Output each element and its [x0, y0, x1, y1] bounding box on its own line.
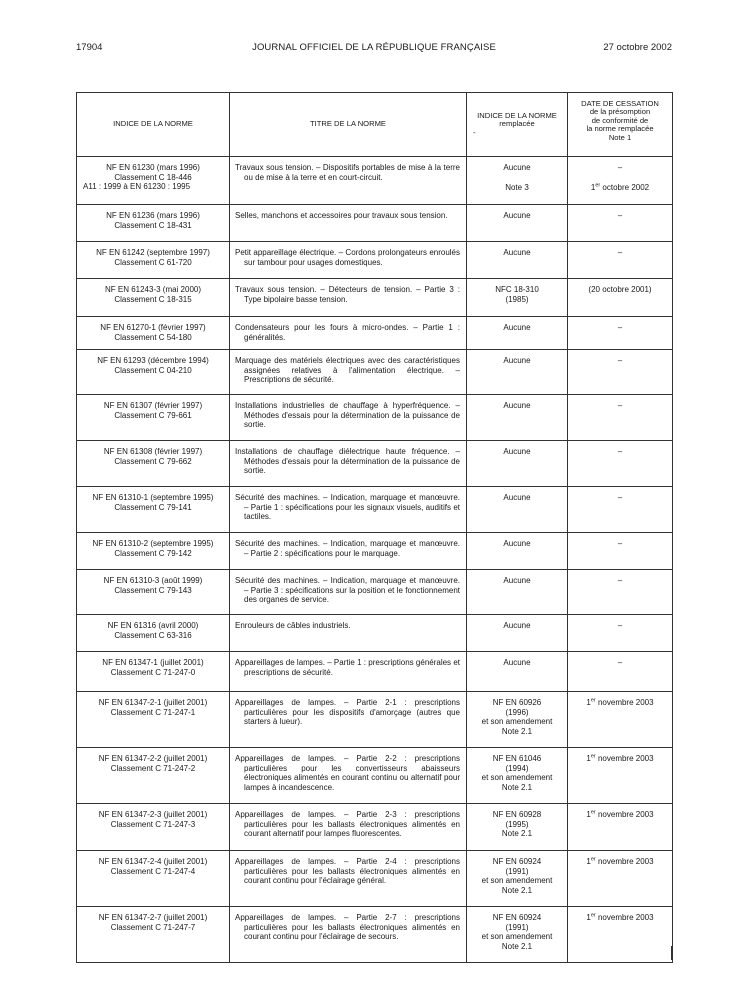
table-row: [77, 157, 673, 205]
cell-remplacee: Aucune: [467, 317, 568, 350]
cell-titre: Sécurité des machines. – Indication, marquage et manœuvre. – Partie 2 : spécifications pour le marquage.: [230, 533, 467, 570]
table-row: [77, 615, 673, 652]
table-row: [77, 350, 673, 395]
table-row: [77, 395, 673, 441]
journal-title: JOURNAL OFFICIEL DE LA RÉPUBLIQUE FRANÇAISE: [252, 42, 496, 53]
page-header: [76, 42, 672, 56]
cell-indice: NF EN 61347-2-7 (juillet 2001) Classement C 71-247-7: [77, 907, 230, 963]
cell-titre: Petit appareillage électrique. – Cordons prolongateurs enroulés sur tambour pour usages domestiques.: [230, 242, 467, 279]
cell-indice: NF EN 61310-3 (août 1999) Classement C 79-143: [77, 570, 230, 615]
cell-titre: Travaux sous tension. – Détecteurs de tension. – Partie 3 : Type bipolaire basse tension.: [230, 279, 467, 317]
table-continuation-lines: [76, 946, 672, 960]
cell-date: 1er novembre 2003: [568, 907, 673, 963]
table-row: [77, 279, 673, 317]
cell-remplacee: NF EN 60928 (1995) Note 2.1: [467, 804, 568, 851]
cell-date: –: [568, 317, 673, 350]
cell-remplacee: Aucune: [467, 441, 568, 487]
cell-indice: NF EN 61316 (avril 2000) Classement C 63-316: [77, 615, 230, 652]
cell-indice: NF EN 61243-3 (mai 2000) Classement C 18-315: [77, 279, 230, 317]
cell-remplacee: Aucune: [467, 395, 568, 441]
cell-remplacee: NF EN 60924 (1991) et son amendement Note 2.1: [467, 851, 568, 907]
cell-indice: NF EN 61347-1 (juillet 2001) Classement C 71-247-0: [77, 652, 230, 692]
cell-titre: Appareillages de lampes. – Partie 2-4 : prescriptions particulières pour les ballasts électroniques alimentés en courant continu pour l'éclairage général.: [230, 851, 467, 907]
cell-indice: NF EN 61242 (septembre 1997) Classement C 61-720: [77, 242, 230, 279]
cell-remplacee: NFC 18-310 (1985): [467, 279, 568, 317]
cell-remplacee: Aucune: [467, 615, 568, 652]
cell-remplacee: Aucune Note 3: [467, 157, 568, 205]
cell-date: –: [568, 652, 673, 692]
cell-titre: Appareillages de lampes. – Partie 2-7 : prescriptions particulières pour les ballasts électroniques alimentés en courant continu pour l'éclairage de secours.: [230, 907, 467, 963]
cell-titre: Appareillages de lampes. – Partie 2-1 : prescriptions particulières pour les dispositifs d'amorçage (autres que starters à lueur).: [230, 692, 467, 748]
column-header-indice: INDICE DE LA NORME: [77, 93, 230, 157]
cell-indice: NF EN 61310-2 (septembre 1995) Classement C 79-142: [77, 533, 230, 570]
table-row: [77, 242, 673, 279]
cell-titre: Sécurité des machines. – Indication, marquage et manœuvre. – Partie 1 : spécifications pour les signaux visuels, auditifs et tactiles.: [230, 487, 467, 533]
table-row: [77, 748, 673, 804]
cell-titre: Appareillages de lampes. – Partie 2-2 : prescriptions particulières pour les convertisseurs abaisseurs électroniques alimentés en courant continu ou alternatif pour lampes à incandescence.: [230, 748, 467, 804]
table-row: [77, 441, 673, 487]
column-header-remplacee: INDICE DE LA NORME remplacée -: [467, 93, 568, 157]
cell-titre: Travaux sous tension. – Dispositifs portables de mise à la terre ou de mise à la terre et en court-circuit.: [230, 157, 467, 205]
column-header-date-cessation: DATE DE CESSATION de la présomption de conformité de la norme remplacée Note 1: [568, 93, 673, 157]
cell-date: –: [568, 615, 673, 652]
table-row: [77, 851, 673, 907]
table-row: [77, 487, 673, 533]
cell-date: –: [568, 533, 673, 570]
table-header-row: [77, 93, 673, 157]
cell-remplacee: Aucune: [467, 487, 568, 533]
cell-indice: NF EN 61308 (février 1997) Classement C 79-662: [77, 441, 230, 487]
cell-remplacee: Aucune: [467, 242, 568, 279]
cell-date: 1er novembre 2003: [568, 748, 673, 804]
table-row: [77, 692, 673, 748]
page-number: 17904: [76, 42, 103, 53]
cell-indice: NF EN 61236 (mars 1996) Classement C 18-431: [77, 205, 230, 242]
cell-date: –: [568, 570, 673, 615]
table-row: [77, 533, 673, 570]
cell-remplacee: Aucune: [467, 350, 568, 395]
cell-titre: Appareillages de lampes. – Partie 2-3 : prescriptions particulières pour les ballasts électroniques alimentés en courant alternatif pour lampes fluorescentes.: [230, 804, 467, 851]
cell-date: (20 octobre 2001): [568, 279, 673, 317]
cell-remplacee: Aucune: [467, 570, 568, 615]
cell-indice: NF EN 61293 (décembre 1994) Classement C 04-210: [77, 350, 230, 395]
table-row: [77, 205, 673, 242]
cell-remplacee: NF EN 60926 (1996) et son amendement Note 2.1: [467, 692, 568, 748]
cell-titre: Sécurité des machines. – Indication, marquage et manœuvre. – Partie 3 : spécifications sur la position et le fonctionnement des organes de service.: [230, 570, 467, 615]
cell-date: –: [568, 350, 673, 395]
publication-date: 27 octobre 2002: [603, 42, 672, 53]
cell-titre: Enrouleurs de câbles industriels.: [230, 615, 467, 652]
cell-remplacee: NF EN 61046 (1994) et son amendement Note 2.1: [467, 748, 568, 804]
table-row: [77, 652, 673, 692]
cell-titre: Selles, manchons et accessoires pour travaux sous tension.: [230, 205, 467, 242]
cell-date: 1er novembre 2003: [568, 692, 673, 748]
cell-indice: NF EN 61310-1 (septembre 1995) Classement C 79-141: [77, 487, 230, 533]
column-header-titre: TITRE DE LA NORME: [230, 93, 467, 157]
cell-date: 1er novembre 2003: [568, 851, 673, 907]
table-row: [77, 804, 673, 851]
table-row: [77, 570, 673, 615]
cell-indice: NF EN 61270-1 (février 1997) Classement C 54-180: [77, 317, 230, 350]
cell-remplacee: Aucune: [467, 533, 568, 570]
cell-indice: NF EN 61347-2-4 (juillet 2001) Classement C 71-247-4: [77, 851, 230, 907]
cell-remplacee: NF EN 60924 (1991) et son amendement Note 2.1: [467, 907, 568, 963]
cell-titre: Marquage des matériels électriques avec des caractéristiques assignées relatives à l'alimentation électrique. – Prescriptions de sécurité.: [230, 350, 467, 395]
cell-date: –: [568, 487, 673, 533]
cell-date: –: [568, 242, 673, 279]
cell-date: – 1er octobre 2002: [568, 157, 673, 205]
cell-titre: Appareillages de lampes. – Partie 1 : prescriptions générales et prescriptions de sécurité.: [230, 652, 467, 692]
cell-indice: NF EN 61307 (février 1997) Classement C 79-661: [77, 395, 230, 441]
cell-titre: Installations de chauffage diélectrique haute fréquence. – Méthodes d'essais pour la détermination de la puissance de sortie.: [230, 441, 467, 487]
cell-date: –: [568, 395, 673, 441]
cell-date: 1er novembre 2003: [568, 804, 673, 851]
cell-titre: Installations industrielles de chauffage à hyperfréquence. – Méthodes d'essais pour la détermination de la puissance de sortie.: [230, 395, 467, 441]
cell-indice: NF EN 61347-2-2 (juillet 2001) Classement C 71-247-2: [77, 748, 230, 804]
cell-remplacee: Aucune: [467, 205, 568, 242]
cell-titre: Condensateurs pour les fours à micro-ondes. – Partie 1 : généralités.: [230, 317, 467, 350]
table-row: [77, 317, 673, 350]
cell-indice: NF EN 61230 (mars 1996) Classement C 18-446 A11 : 1999 à EN 61230 : 1995: [77, 157, 230, 205]
cell-date: –: [568, 441, 673, 487]
cell-indice: NF EN 61347-2-1 (juillet 2001) Classement C 71-247-1: [77, 692, 230, 748]
standards-table: [76, 92, 673, 963]
cell-indice: NF EN 61347-2-3 (juillet 2001) Classement C 71-247-3: [77, 804, 230, 851]
cell-remplacee: Aucune: [467, 652, 568, 692]
cell-date: –: [568, 205, 673, 242]
